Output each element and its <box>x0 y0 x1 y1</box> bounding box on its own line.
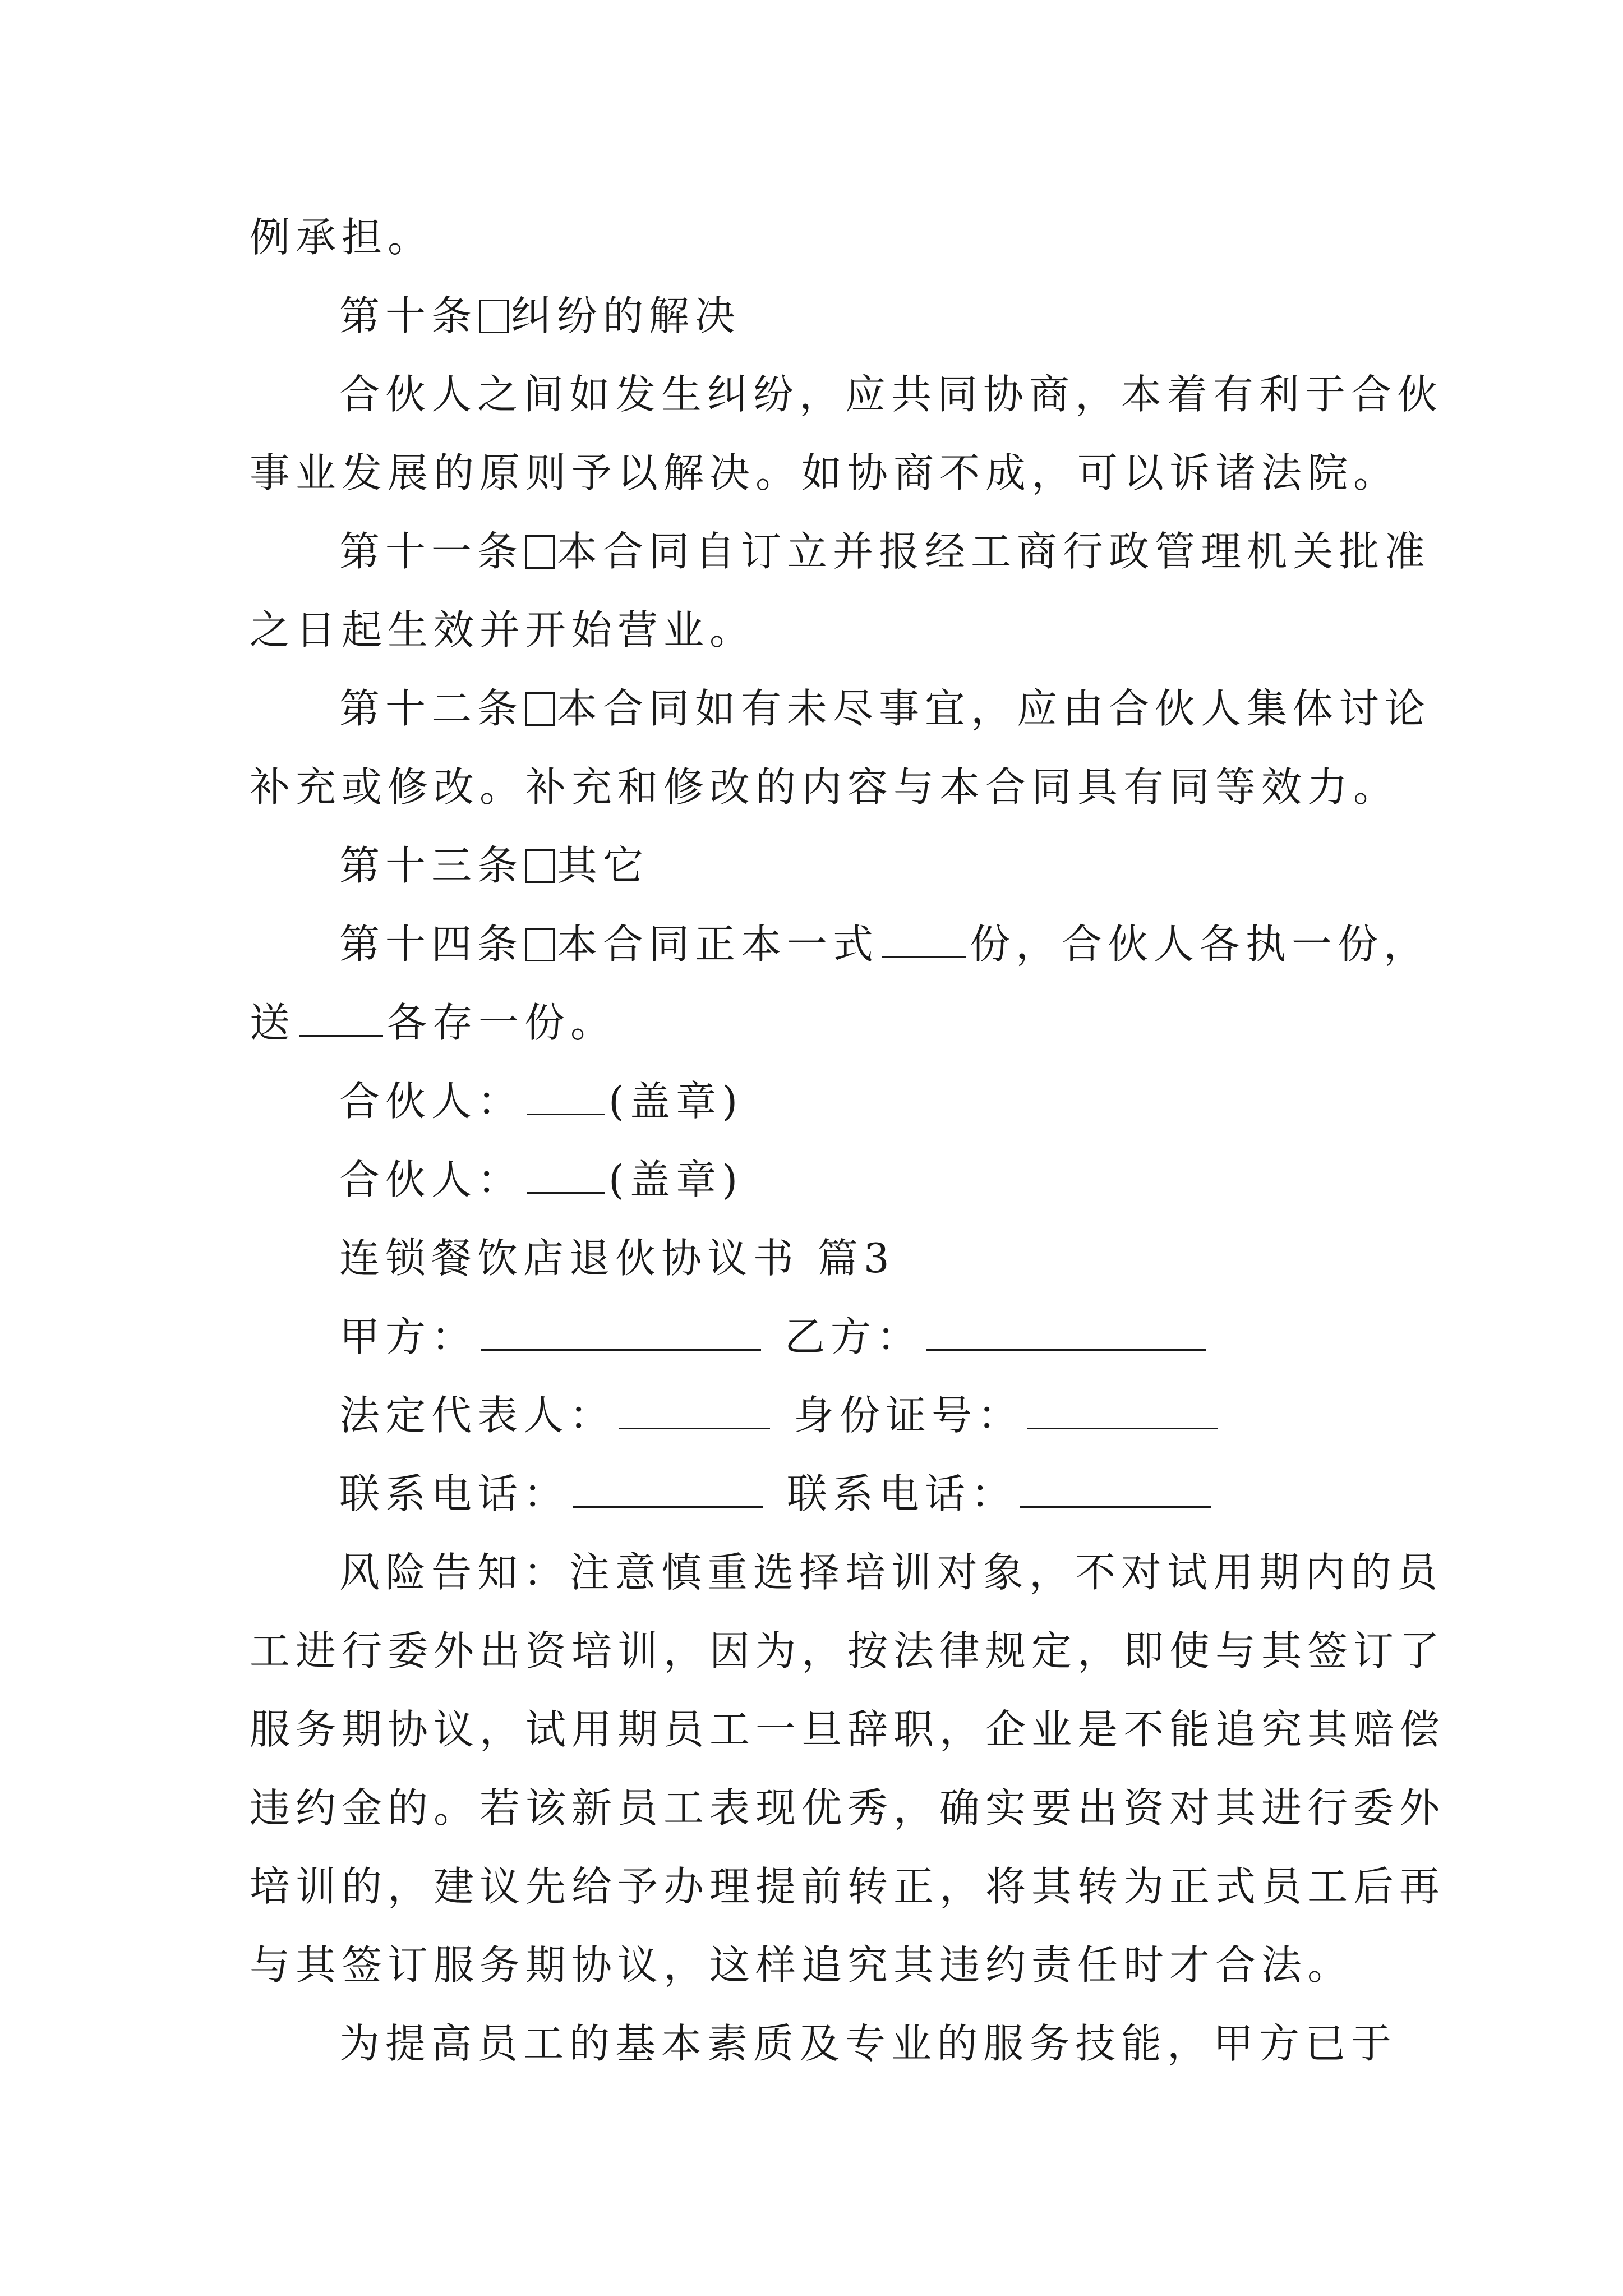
section-heading <box>339 1231 895 1285</box>
article-name: 纠纷的解决 <box>511 292 741 339</box>
risk-paragraph-line <box>250 1860 1445 1913</box>
signature-blank <box>527 1080 605 1115</box>
signature-blank <box>527 1158 605 1194</box>
text: 为提高员工的基本素质及专业的服务技能，甲方已于 <box>339 2020 1398 2067</box>
label: 合伙人： <box>339 1078 524 1125</box>
label: 乙方： <box>785 1313 923 1360</box>
label: 身份证号： <box>794 1392 1024 1439</box>
article-number: 第十二条 <box>339 685 524 732</box>
label: 法定代表人： <box>339 1392 616 1439</box>
article-10-heading <box>339 289 741 343</box>
phone-row <box>339 1467 1214 1521</box>
text: 培训的，建议先给予办理提前转正，将其转为正式员工后再 <box>250 1863 1446 1910</box>
article-13-heading <box>339 839 649 892</box>
text: 本合同自订立并报经工商行政管理机关批准 <box>557 528 1431 575</box>
article-number: 第十三条 <box>339 842 524 889</box>
label: 甲方： <box>339 1313 478 1360</box>
placeholder-box-icon <box>479 300 509 333</box>
article-12-body-line <box>250 760 1399 814</box>
risk-paragraph-line <box>250 1624 1445 1678</box>
label: 联系电话： <box>339 1470 570 1517</box>
label: 合伙人： <box>339 1156 524 1203</box>
placeholder-box-icon <box>525 535 555 569</box>
seal-note: (盖章) <box>608 1156 744 1203</box>
paragraph-continuation <box>250 210 434 264</box>
text: 例承担。 <box>250 214 434 261</box>
article-12 <box>339 682 1431 735</box>
article-number: 第十一条 <box>339 528 524 575</box>
party-a-blank <box>481 1315 761 1351</box>
article-11 <box>339 524 1431 578</box>
text: 合伙人之间如发生纠纷，应共同协商，本着有利于合伙 <box>339 371 1444 418</box>
article-10-body-line <box>250 446 1399 500</box>
phone-a-blank <box>573 1473 763 1508</box>
text: 之日起生效并开始营业。 <box>250 606 756 654</box>
label: 联系电话： <box>787 1470 1017 1517</box>
signature-line <box>339 1074 743 1128</box>
text: 本合同正本一式 <box>557 921 879 968</box>
text: 事业发展的原则予以解决。如协商不成，可以诉诸法院。 <box>250 449 1400 496</box>
text: 风险告知：注意慎重选择培训对象，不对试用期内的员 <box>339 1549 1444 1596</box>
placeholder-box-icon <box>525 928 555 961</box>
text: 本合同如有未尽事宜，应由合伙人集体讨论 <box>557 685 1431 732</box>
heading-text: 连锁餐饮店退伙协议书 篇3 <box>339 1235 895 1282</box>
risk-paragraph-line <box>250 1938 1353 1992</box>
legal-rep-blank <box>619 1394 770 1429</box>
text: 违约金的。若该新员工表现优秀，确实要出资对其进行委外 <box>250 1784 1446 1832</box>
text: 份，合伙人各执一份， <box>970 921 1430 968</box>
risk-paragraph-line <box>339 1545 1443 1599</box>
party-b-blank <box>926 1315 1206 1351</box>
text: 送 <box>250 999 296 1046</box>
id-number-blank <box>1027 1394 1218 1429</box>
article-11-body-line <box>250 603 755 657</box>
risk-paragraph-line <box>250 1703 1445 1756</box>
article-14-body-line <box>250 996 616 1050</box>
fill-blank <box>299 1001 383 1037</box>
risk-paragraph-line <box>250 1781 1445 1835</box>
article-number: 第十四条 <box>339 921 524 968</box>
party-row <box>339 1310 1210 1364</box>
text: 各存一份。 <box>386 999 617 1046</box>
fill-blank <box>882 923 966 958</box>
text: 补充或修改。补充和修改的内容与本合同具有同等效力。 <box>250 763 1400 811</box>
article-number: 第十条 <box>339 292 478 339</box>
seal-note: (盖章) <box>608 1078 744 1125</box>
placeholder-box-icon <box>525 692 555 726</box>
article-10-body-line <box>339 367 1443 421</box>
text: 与其签订服务期协议，这样追究其违约责任时才合法。 <box>250 1941 1354 1989</box>
final-paragraph-line <box>339 2017 1397 2070</box>
rep-row <box>339 1388 1221 1442</box>
text: 工进行委外出资培训，因为，按法律规定，即使与其签订了 <box>250 1627 1446 1674</box>
phone-b-blank <box>1020 1473 1211 1508</box>
text: 服务期协议，试用期员工一旦辞职，企业是不能追究其赔偿 <box>250 1706 1446 1753</box>
signature-line <box>339 1153 743 1207</box>
placeholder-box-icon <box>525 849 555 883</box>
article-name: 其它 <box>557 842 649 889</box>
article-14 <box>339 917 1430 971</box>
